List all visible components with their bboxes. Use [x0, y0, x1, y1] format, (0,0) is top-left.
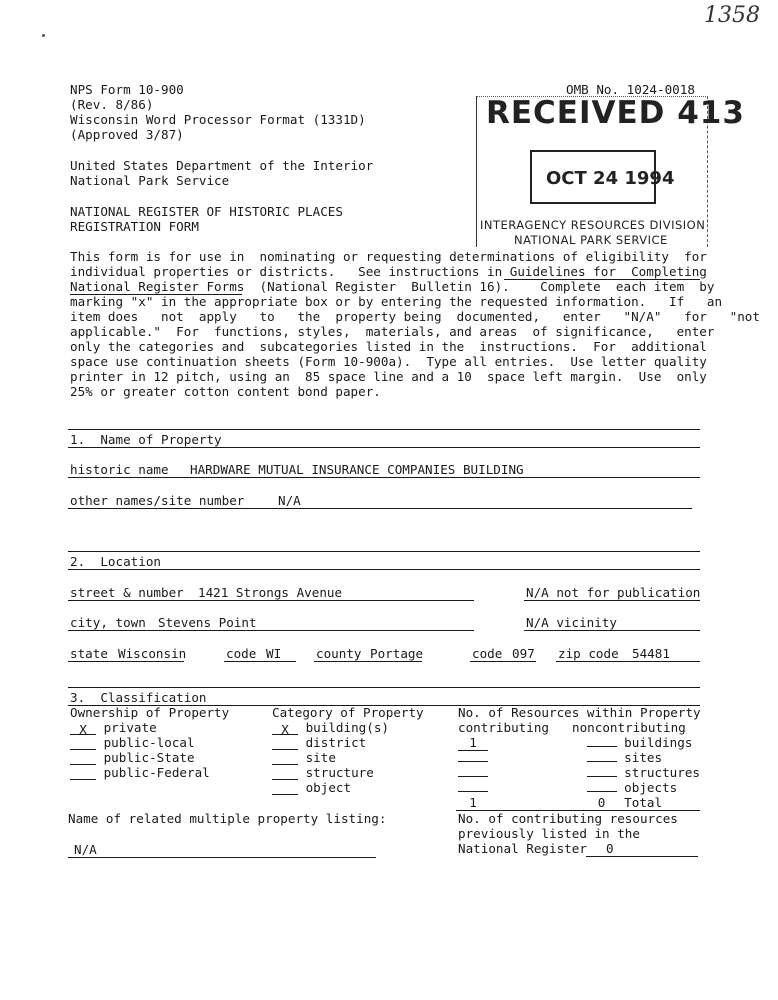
- option-label: public-Federal: [103, 765, 210, 780]
- noncontributing-label: noncontributing: [572, 720, 686, 735]
- vicinity[interactable]: N/A vicinity: [526, 615, 617, 630]
- city-value[interactable]: Stevens Point: [158, 615, 257, 630]
- handwritten-page-number: 1358: [704, 3, 760, 28]
- instruction-line: printer in 12 pitch, using an 85 space line and a 10 space left margin. Use only: [70, 369, 707, 384]
- option-label: site: [305, 750, 336, 765]
- instruction-line: applicable." For functions, styles, materials, and areas of significance, enter: [70, 324, 715, 339]
- city-label: city, town: [70, 615, 146, 630]
- omb-number: OMB No. 1024-0018: [566, 82, 695, 97]
- field-line: [556, 661, 700, 662]
- checkbox-mark[interactable]: [70, 737, 96, 750]
- street-value[interactable]: 1421 Strongs Avenue: [198, 585, 343, 600]
- checkbox-mark[interactable]: X: [70, 722, 96, 735]
- state-code-label: code: [226, 646, 257, 661]
- resource-label: structures: [624, 765, 700, 780]
- instruction-line: item does not apply to the property being documented, enter "N/A" for "not: [70, 309, 760, 324]
- zip-value[interactable]: 54481: [632, 646, 670, 661]
- stamp-service: NATIONAL PARK SERVICE: [514, 233, 668, 247]
- contributing-count[interactable]: [458, 761, 488, 762]
- form-number: NPS Form 10-900: [70, 82, 184, 97]
- resource-label: sites: [624, 750, 663, 765]
- ownership-option-public-state[interactable]: [70, 750, 195, 765]
- section-3-heading: 3. Classification: [70, 690, 207, 705]
- category-option-building[interactable]: [272, 720, 389, 735]
- option-label: private: [103, 720, 157, 735]
- section-divider: [68, 551, 700, 552]
- section-divider: [68, 687, 700, 688]
- option-label: district: [305, 735, 367, 750]
- zip-label: zip code: [558, 646, 619, 661]
- field-line: [470, 661, 536, 662]
- resources-row-total: [458, 795, 662, 811]
- previously-listed-line: previously listed in the: [458, 826, 640, 841]
- field-line: [68, 477, 700, 478]
- instruction-line: only the categories and subcategories listed in the instructions. For additional: [70, 339, 707, 354]
- county-code-label: code: [472, 646, 503, 661]
- noncontributing-count[interactable]: [587, 776, 617, 777]
- other-names-label: other names/site number: [70, 493, 245, 508]
- noncontributing-count[interactable]: [587, 761, 617, 762]
- instruction-line: marking "x" in the appropriate box or by entering the requested information. If an: [70, 294, 723, 309]
- contributing-total[interactable]: 1: [458, 795, 488, 811]
- previously-listed-line: No. of contributing resources: [458, 811, 678, 826]
- resources-row-objects: [458, 780, 677, 795]
- ownership-option-public-local[interactable]: [70, 735, 195, 750]
- guidelines-underline: [504, 279, 700, 280]
- category-option-object[interactable]: [272, 780, 351, 795]
- instruction-line: 25% or greater cotton content bond paper.: [70, 384, 381, 399]
- category-heading: Category of Property: [272, 705, 424, 720]
- section-2-heading: 2. Location: [70, 554, 161, 569]
- resource-label: objects: [624, 780, 678, 795]
- agency: National Park Service: [70, 173, 230, 188]
- field-line: [224, 661, 296, 662]
- resources-row-sites: [458, 750, 662, 765]
- stamp-division: INTERAGENCY RESOURCES DIVISION: [480, 218, 706, 232]
- historic-name-label: historic name: [70, 462, 169, 477]
- speck: [42, 34, 45, 37]
- option-label: public-local: [103, 735, 195, 750]
- field-line: [524, 600, 700, 601]
- checkbox-mark[interactable]: [272, 782, 298, 795]
- field-line: [68, 508, 692, 509]
- ownership-heading: Ownership of Property: [70, 705, 230, 720]
- checkbox-mark[interactable]: X: [272, 722, 298, 735]
- field-line: [68, 630, 474, 631]
- state-code-value[interactable]: WI: [266, 646, 282, 661]
- category-option-district[interactable]: [272, 735, 366, 750]
- resources-heading: No. of Resources within Property: [458, 705, 701, 720]
- field-line: [68, 661, 184, 662]
- previously-listed-line: National Register: [458, 841, 587, 856]
- category-option-site[interactable]: [272, 750, 336, 765]
- resource-label: buildings: [624, 735, 693, 750]
- field-line: [586, 856, 698, 857]
- street-label: street & number: [70, 585, 184, 600]
- resources-row-structures: [458, 765, 700, 780]
- field-line: [314, 661, 422, 662]
- ownership-option-public-federal[interactable]: [70, 765, 210, 780]
- contributing-count[interactable]: [458, 776, 488, 777]
- previously-listed-value[interactable]: 0: [606, 841, 614, 856]
- category-option-structure[interactable]: [272, 765, 374, 780]
- option-label: object: [305, 780, 352, 795]
- form-subtitle: REGISTRATION FORM: [70, 219, 199, 234]
- checkbox-mark[interactable]: [70, 752, 96, 765]
- checkbox-mark[interactable]: [272, 752, 298, 765]
- historic-name-value[interactable]: HARDWARE MUTUAL INSURANCE COMPANIES BUILDING: [190, 462, 524, 477]
- field-line: [68, 600, 474, 601]
- instruction-line: individual properties or districts. See instructions in Guidelines for Completing: [70, 264, 707, 279]
- option-label: public-State: [103, 750, 195, 765]
- stamp-received-text: RECEIVED 413: [486, 95, 745, 131]
- resource-label: Total: [624, 795, 663, 810]
- option-label: structure: [305, 765, 374, 780]
- checkbox-mark[interactable]: [70, 767, 96, 780]
- section-divider: [68, 429, 700, 430]
- state-label: state: [70, 646, 108, 661]
- checkbox-mark[interactable]: [272, 767, 298, 780]
- ownership-option-private[interactable]: [70, 720, 157, 735]
- state-value[interactable]: Wisconsin: [118, 646, 187, 661]
- county-value[interactable]: Portage: [370, 646, 424, 661]
- not-for-publication[interactable]: N/A not for publication: [526, 585, 701, 600]
- related-listing-value[interactable]: N/A: [74, 842, 97, 857]
- contributing-label: contributing: [458, 720, 549, 735]
- contributing-count[interactable]: 1: [458, 735, 488, 751]
- instruction-line: This form is for use in nominating or requesting determinations of eligibility for: [70, 249, 707, 264]
- section-divider: [68, 569, 700, 570]
- noncontributing-count[interactable]: [587, 791, 617, 792]
- department: United States Department of the Interior: [70, 158, 374, 173]
- noncontributing-total[interactable]: 0: [587, 795, 617, 811]
- related-listing-label: Name of related multiple property listing:: [68, 811, 387, 826]
- other-names-value[interactable]: N/A: [278, 493, 301, 508]
- contributing-count[interactable]: [458, 791, 488, 792]
- instruction-line: National Register Forms (National Register Bulletin 16). Complete each item by: [70, 279, 715, 294]
- field-line: [524, 630, 700, 631]
- county-code-value[interactable]: 097: [512, 646, 535, 661]
- form-title: NATIONAL REGISTER OF HISTORIC PLACES: [70, 204, 343, 219]
- form-format: Wisconsin Word Processor Format (1331D): [70, 112, 366, 127]
- guidelines-underline-2: [70, 294, 242, 295]
- option-label: building(s): [305, 720, 389, 735]
- form-approved: (Approved 3/87): [70, 127, 184, 142]
- field-line: [68, 857, 376, 858]
- instruction-line: space use continuation sheets (Form 10-900a). Type all entries. Use letter quality: [70, 354, 707, 369]
- section-1-heading: 1. Name of Property: [70, 432, 222, 447]
- resources-row-buildings: [458, 735, 692, 751]
- form-revision: (Rev. 8/86): [70, 97, 154, 112]
- noncontributing-count[interactable]: [587, 746, 617, 747]
- county-label: county: [316, 646, 362, 661]
- section-divider: [68, 447, 700, 448]
- stamp-date: OCT 24 1994: [546, 168, 675, 189]
- checkbox-mark[interactable]: [272, 737, 298, 750]
